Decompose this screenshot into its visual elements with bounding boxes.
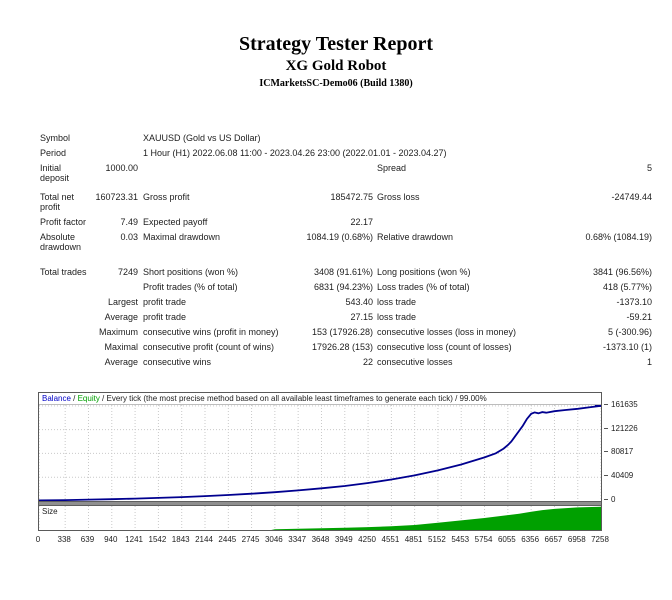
report-cell: 418 (5.77%): [602, 281, 652, 292]
report-cell: Profit factor: [40, 216, 87, 227]
report-cell: -59.21: [626, 311, 652, 322]
balance-curve-plot: [39, 405, 601, 501]
report-cell: [40, 342, 92, 352]
y-tick-label: 161635: [604, 401, 638, 409]
report-cell: Short positions (won %): [143, 266, 239, 277]
report-row: [40, 294, 652, 309]
report-cell: Absolute drawdown: [40, 231, 82, 252]
report-header: [0, 0, 672, 90]
balance-chart: [35, 392, 672, 544]
report-cell: profit trade: [143, 296, 187, 307]
x-tick-label: 338: [57, 535, 71, 544]
y-tick-label: 0: [604, 496, 615, 504]
report-cell: 7249: [117, 266, 138, 277]
legend-description: / Every tick (the most precise method based on all available least timeframes to generate each tick) / 99.00%: [99, 394, 487, 403]
report-cell: [40, 312, 92, 322]
report-cell: loss trade: [377, 296, 417, 307]
report-cell: 160723.31: [95, 191, 138, 202]
report-cell: 185472.75: [330, 191, 373, 202]
y-tick-label: 40409: [604, 472, 633, 480]
x-tick-label: 5754: [474, 535, 493, 544]
report-cell: consecutive loss (count of losses): [377, 341, 512, 352]
report-row: [40, 229, 652, 254]
report-row: [40, 130, 652, 145]
report-row: [40, 145, 652, 160]
x-tick-label: 1843: [171, 535, 190, 544]
report-cell: -24749.44: [611, 191, 652, 202]
x-tick-label: 6055: [497, 535, 516, 544]
x-tick-label: 1542: [148, 535, 167, 544]
report-cell: 22: [362, 356, 373, 367]
x-tick-label: 5453: [451, 535, 470, 544]
report-cell: 0.03: [120, 231, 138, 242]
x-tick-label: 3046: [264, 535, 283, 544]
report-cell: 17926.28 (153): [311, 341, 373, 352]
x-tick-label: 5152: [428, 535, 446, 544]
x-tick-label: 3347: [288, 535, 307, 544]
x-tick-label: 940: [104, 535, 118, 544]
report-cell: [40, 327, 92, 337]
report-cell: 22.17: [350, 216, 373, 227]
report-table: [40, 130, 652, 369]
report-row: [40, 339, 652, 354]
report-cell: Long positions (won %): [377, 266, 471, 277]
chart-legend: [39, 393, 601, 405]
report-cell: Expected payoff: [143, 216, 208, 227]
report-cell: Maximal: [104, 341, 138, 352]
x-axis-labels: [35, 535, 609, 547]
report-cell: [543, 217, 652, 227]
report-cell: 153 (17926.28): [311, 326, 373, 337]
x-tick-label: 2445: [218, 535, 237, 544]
report-cell: Average: [104, 356, 138, 367]
report-cell: 7.49: [120, 216, 138, 227]
report-cell: 1: [646, 356, 652, 367]
report-cell: 1084.19 (0.68%): [306, 231, 373, 242]
x-tick-label: 4851: [404, 535, 423, 544]
lot-size-plot: [39, 506, 601, 530]
expert-name: XG Gold Robot: [285, 58, 387, 74]
report-row: [40, 354, 652, 369]
report-cell: Gross profit: [143, 191, 190, 202]
report-cell: Maximum: [98, 326, 138, 337]
report-cell: 0.68% (1084.19): [585, 231, 652, 242]
report-cell: consecutive wins (profit in money): [143, 326, 279, 337]
report-cell: consecutive wins: [143, 356, 212, 367]
report-cell: 27.15: [350, 311, 373, 322]
report-cell: Profit trades (% of total): [143, 281, 238, 292]
report-cell: Relative drawdown: [377, 231, 454, 242]
report-cell: Symbol: [40, 132, 71, 143]
chart-frame: [38, 392, 602, 531]
report-cell: loss trade: [377, 311, 417, 322]
report-cell: Period: [40, 147, 67, 158]
report-cell: Loss trades (% of total): [377, 281, 470, 292]
report-cell: Gross loss: [377, 191, 420, 202]
report-cell: Initial deposit: [40, 162, 70, 183]
x-tick-label: 1241: [125, 535, 143, 544]
report-cell: Largest: [107, 296, 138, 307]
x-tick-label: 4551: [381, 535, 400, 544]
report-cell: consecutive profit (count of wins): [143, 341, 275, 352]
report-cell: 1 Hour (H1) 2022.06.08 11:00 - 2023.04.26 23:00 (2022.01.01 - 2023.04.27): [143, 147, 447, 158]
report-cell: [138, 163, 299, 183]
report-cell: 1000.00: [105, 162, 138, 173]
server-build: ICMarketsSC-Demo06 (Build 1380): [259, 78, 413, 89]
report-cell: 5 (-300.96): [607, 326, 652, 337]
x-tick-label: 2745: [241, 535, 260, 544]
report-cell: Average: [104, 311, 138, 322]
report-cell: [299, 163, 373, 183]
x-tick-label: 0: [35, 535, 41, 544]
size-panel: [39, 506, 601, 530]
report-cell: 5: [646, 162, 652, 173]
report-cell: consecutive losses (loss in money): [377, 326, 517, 337]
report-cell: -1373.10: [616, 296, 652, 307]
report-row: [40, 214, 652, 229]
legend-balance-label: Balance: [42, 394, 71, 403]
report-cell: 543.40: [345, 296, 373, 307]
report-row: [40, 264, 652, 279]
y-tick-label: 80817: [604, 448, 633, 456]
report-cell: 6831 (94.23%): [313, 281, 373, 292]
report-cell: [40, 297, 92, 307]
report-row: [40, 189, 652, 214]
x-tick-label: 6958: [567, 535, 586, 544]
x-tick-label: 6657: [544, 535, 563, 544]
x-tick-label: 2144: [195, 535, 213, 544]
report-row: [40, 279, 652, 294]
x-tick-label: 639: [80, 535, 95, 544]
report-cell: [92, 133, 138, 143]
report-cell: [40, 357, 92, 367]
report-cell: Total net profit: [40, 191, 75, 212]
report-cell: [40, 282, 92, 292]
x-tick-label: 4250: [358, 535, 376, 544]
y-tick-label: 121226: [604, 425, 638, 433]
x-tick-label: 3648: [311, 535, 330, 544]
report-cell: Maximal drawdown: [143, 231, 221, 242]
report-cell: XAUUSD (Gold vs US Dollar): [143, 132, 261, 143]
report-row: [40, 160, 652, 185]
report-cell: [373, 217, 543, 227]
report-cell: Spread: [377, 162, 407, 173]
page-title: Strategy Tester Report: [238, 33, 434, 55]
y-axis-labels: [604, 392, 670, 532]
report-cell: [92, 282, 138, 292]
size-panel-label: Size: [42, 507, 58, 516]
x-tick-label: 6356: [521, 535, 540, 544]
report-row: [40, 309, 652, 324]
report-cell: [92, 148, 138, 158]
report-cell: consecutive losses: [377, 356, 453, 367]
report-cell: 3408 (91.61%): [313, 266, 373, 277]
report-row: [40, 324, 652, 339]
x-tick-label: 7258: [591, 535, 609, 544]
report-cell: Total trades: [40, 266, 87, 277]
report-cell: 3841 (96.56%): [592, 266, 652, 277]
legend-separator: /: [70, 394, 78, 403]
report-cell: -1373.10 (1): [602, 341, 652, 352]
report-cell: profit trade: [143, 311, 187, 322]
x-tick-label: 3949: [334, 535, 353, 544]
legend-equity-label: Equity: [77, 394, 100, 403]
